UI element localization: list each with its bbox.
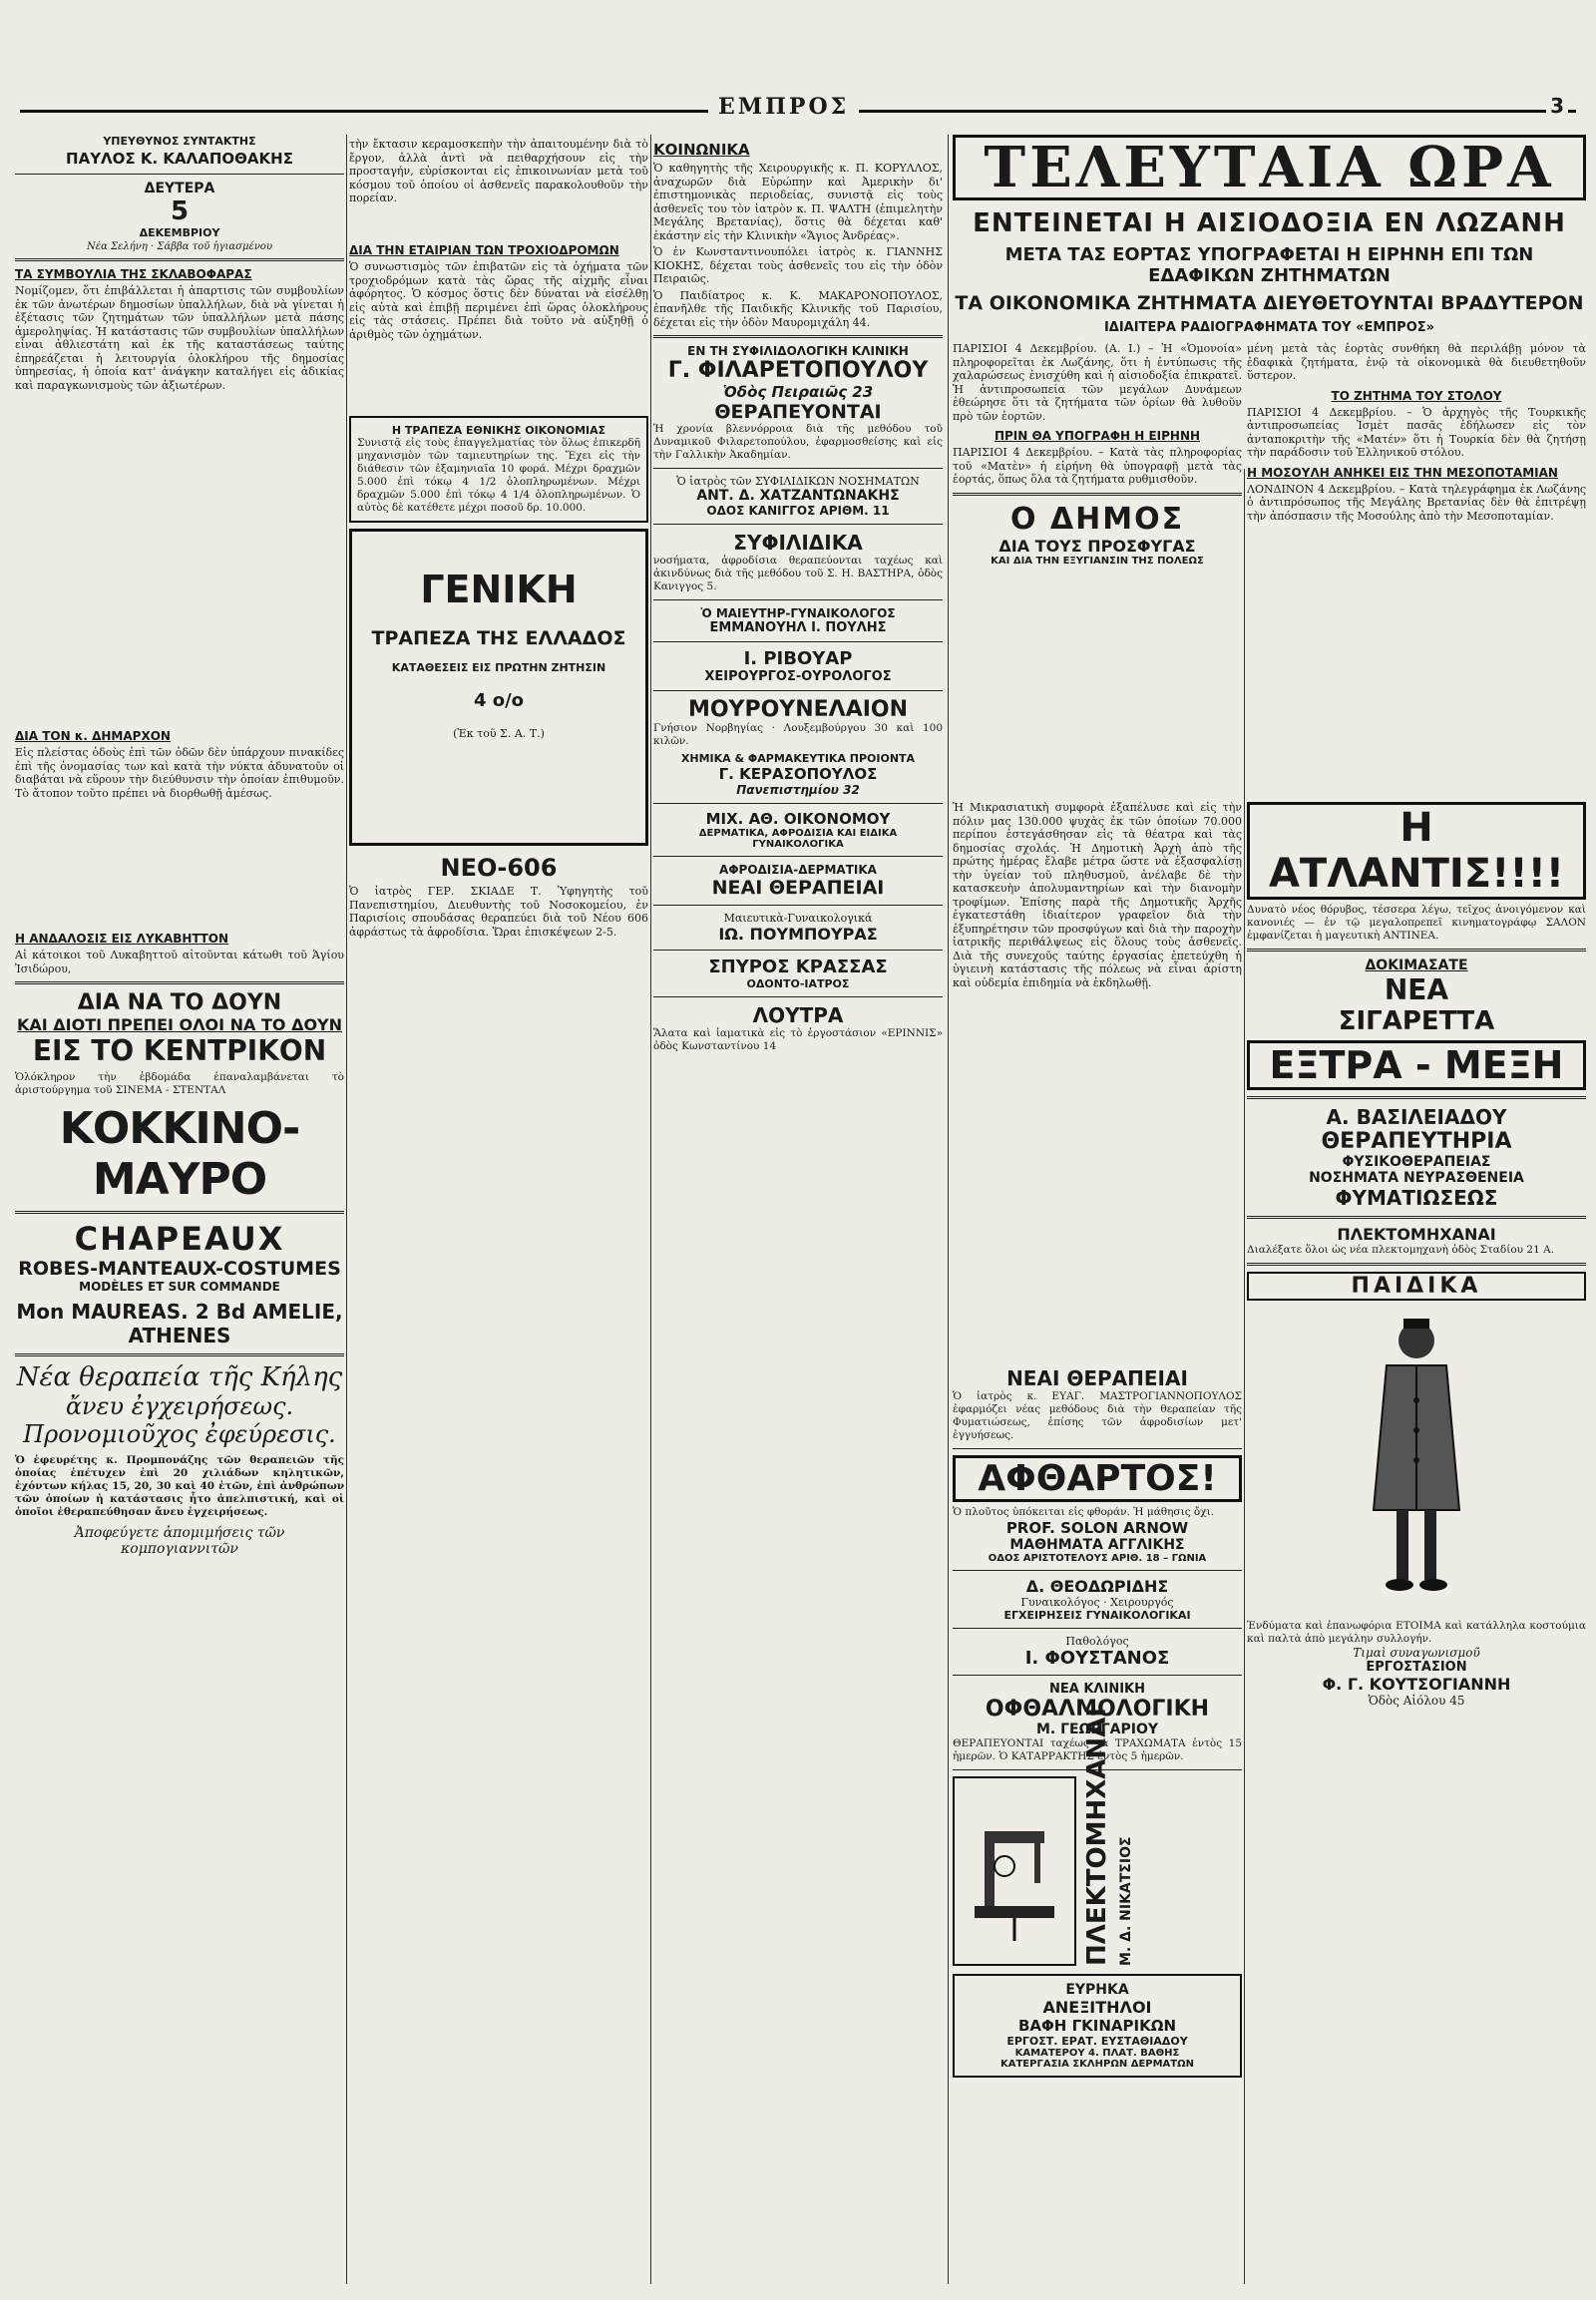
divider — [653, 524, 943, 525]
date-month: ΔΕΚΕΜΒΡΙΟΥ — [139, 226, 220, 239]
ad-text: Ὁ πλοῦτος ὑπόκειται εἰς φθοράν. Ἡ μάθησις ὄχι. — [953, 1506, 1215, 1518]
divider — [953, 1570, 1242, 1571]
ad-line: ROBES-MANTEAUX-COSTUMES — [18, 1258, 341, 1280]
clinic-ad — [653, 344, 943, 462]
ad-line: ΔΟΚΙΜΑΣΑΤΕ — [1365, 958, 1468, 973]
divider — [1247, 1096, 1586, 1099]
divider — [15, 174, 344, 175]
ad-line: ΝΟΣΗΜΑΤΑ ΝΕΥΡΑΣΘΕΝΕΙΑ — [1309, 1170, 1524, 1186]
ad-line: Παθολόγος — [1065, 1635, 1129, 1648]
divider — [653, 690, 943, 691]
ad-text: Ἐνδύματα καὶ ἐπανωφόρια ΕΤΟΙΜΑ καὶ κατάλληλα κοστούμια καὶ παλτὰ ἀπὸ μεγάλην συλλογήν. — [1247, 1620, 1586, 1645]
ad-line: PROF. SOLON ARNOW — [1005, 1519, 1189, 1537]
divider — [953, 1448, 1242, 1449]
divider — [953, 1675, 1242, 1676]
masthead-title: ΕΜΠΡΟΣ — [708, 94, 859, 120]
article-body: ΠΑΡΙΣΙΟΙ 4 Δεκεμβρίου. (Α. Ι.) – Ἡ «Ὁμονοία» πληροφορεῖται ἐκ Λωζάνης, ὅτι ἡ ἐντύπωσις τῆς χαλαρώσεως ἐνισχύθη καὶ ἡ αἰσιοδοξία ἐπικρατεῖ. Ἡ ἀντιπροσωπεία τῶν μεγάλων Δυνάμεων ἐθεώρησε ὅτι τὰ ζητήματα τῶν ὁρίων θὰ λυθοῦν πρὸ τῶν ἑορτῶν. — [953, 342, 1242, 423]
date-number: 5 — [170, 196, 190, 226]
ad-line: ΟΔΟΣ ΚΑΝΙΓΓΟΣ ΑΡΙΘΜ. 11 — [706, 504, 890, 518]
ad-line: ΦΥΜΑΤΙΩΣΕΩΣ — [1335, 1186, 1498, 1210]
ad-text: Γνήσιον Νορβηγίας · Λουξεμβούργου 30 καὶ 100 κιλῶν. — [653, 722, 943, 747]
divider — [653, 905, 943, 906]
hernia-ad — [15, 1362, 344, 1557]
article-heading: ΤΟ ΖΗΤΗΜΑ ΤΟΥ ΣΤΟΛΟΥ — [1331, 388, 1502, 403]
column-2 — [349, 135, 648, 2284]
ad-line: ΑΦΡΟΔΙΣΙΑ-ΔΕΡΜΑΤΙΚΑ — [719, 863, 877, 877]
ad-line: ΚΑΜΑΤΕΡΟΥ 4. ΠΛΑΤ. ΒΑΘΗΣ — [1014, 2048, 1180, 2059]
column-rule — [948, 135, 949, 2284]
boy-in-coat-illustration — [1342, 1311, 1491, 1610]
divider — [1247, 1263, 1586, 1266]
article-body: Νομίζομεν, ὅτι ἐπιβάλλεται ἡ ἀπαρτισις τῶν συμβουλίων ἐκ τῶν ἀνωτέρων δημοσίων ὑπαλλήλων, διὰ νὰ γίνεται ἡ ἐξέτασις τῶν ζητημάτων τῶν ὑπαλλήλων μετὰ πάσης ἀμεροληψίας. Ἡ κατάστασις τῶν συμβουλίων ὑπαλλήλων εἶναι ἀθλιεστάτη καὶ ἐκ τῆς καταστάσεως ταύτης ἐπηρεάζεται ἡ λειτουργία ὁλοκλήρου τῆς δημοσίας ὑπηρεσίας, ἡ ὁποία κατ' ἀνάγκην καταλήγει εἰς ἀδικίας καὶ παραγκωνισμοὺς τῶν ἀξιωτέρων. — [15, 284, 344, 392]
article-paragraph: Ἡ Μικρασιατικὴ συμφορὰ ἐξαπέλυσε καὶ εἰς τὴν πόλιν μας 130.000 ψυχὰς ἐκ τῶν ὁποίων 70.000 περίπου ἐστεγάσθησαν εἰς τὰ θέατρα καὶ τὰς δημοσίας σχολάς. Ἡ Δημοτικὴ Ἀρχὴ ἀπὸ τῆς πρώτης ἡμέρας ἔλαβε μέτρα ὥστε νὰ ἐξασφαλίσῃ τὴν ὑγείαν τοῦ πληθυσμοῦ, ἀνέλαβε δὲ τὴν κατασκευὴν ἀπολυμαντηρίων καὶ τὴν διανομὴν τροφίμων. — [953, 801, 1242, 909]
ad-line: ΠΛΕΚΤΟΜΗΧΑΝΑΙ — [1337, 1225, 1496, 1244]
ad-line: ΜΑΘΗΜΑΤΑ ΑΓΓΛΙΚΗΣ — [1009, 1537, 1185, 1553]
ad-line: ΕΡΓΟΣΤ. ΕΡΑΤ. ΕΥΣΤΑΘΙΑΔΟΥ — [1006, 2035, 1188, 2048]
ad-line: ΜΟΥΡΟΥΝΕΛΑΙΟΝ — [687, 697, 909, 722]
ad-line: ΕΓΧΕΙΡΗΣΕΙΣ ΓΥΝΑΙΚΟΛΟΓΙΚΑΙ — [1003, 1609, 1191, 1622]
divider — [653, 803, 943, 804]
column-4 — [953, 339, 1242, 793]
divider — [15, 258, 344, 261]
article-body: τὴν ἔκτασιν κεραμοσκεπὴν τὴν ἀπαιτουμένην διὰ τὸ ἔργον, ἀλλὰ ἀντὶ νὰ πειθαρχήσουν εἰς τὴν προσταγήν, εὐρίσκονται εἰς ἐπικοινωνίαν μετὰ τοῦ κόσμου τοῦ ὁποίου οἱ ἀσθενεῖς παρακολουθοῦν τὴν πορείαν. — [349, 138, 648, 204]
ad-line: ΝΕΑ ΚΛΙΝΙΚΗ — [1049, 1682, 1145, 1697]
bank-notice — [349, 416, 648, 523]
cigarette-brand: ΕΞΤΡΑ - ΜΕΞΗ — [1247, 1040, 1586, 1090]
ad-line: ΟΔΟΣ ΑΡΙΣΤΟΤΕΛΟΥΣ ΑΡΙΘ. 18 – ΓΩΝΙΑ — [988, 1553, 1207, 1564]
almanac: Νέα Σελήνη · Σάββα τοῦ ἡγιασμένου — [86, 241, 273, 252]
ad-line: Δ. ΘΕΟΔΩΡΙΔΗΣ — [1025, 1577, 1169, 1596]
divider — [653, 335, 943, 338]
article-heading: ΔΙΑ ΤΟΝ κ. ΔΗΜΑΡΧΟΝ — [15, 729, 171, 743]
millinery-ad — [15, 1220, 344, 1347]
ad-line: ΕΜΜΑΝΟΥΗΛ Ι. ΠΟΥΛΗΣ — [709, 620, 887, 635]
divider — [953, 1628, 1242, 1629]
ad-text: Διαλέξατε ὅλοι ὡς νέα πλεκτομηχανὴ ὁδὸς Σταδίου 21 Α. — [1247, 1244, 1555, 1256]
ad-line: ΘΕΡΑΠΕΥΤΗΡΙΑ — [1321, 1129, 1512, 1154]
banner-subheadline: ΤΑ ΟΙΚΟΝΟΜΙΚΑ ΖΗΤΗΜΑΤΑ ΔΙΕΥΘΕΤΟΥΝΤΑΙ ΒΡΑΔΥΤΕΡΟΝ — [955, 292, 1584, 314]
divider — [1247, 1216, 1586, 1219]
ad-line: ΧΕΙΡΟΥΡΓΟΣ-ΟΥΡΟΛΟΓΟΣ — [704, 669, 892, 684]
ad-line: ΦΥΣΙΚΟΘΕΡΑΠΕΙΑΣ — [1342, 1154, 1491, 1170]
article-body: ΠΑΡΙΣΙΟΙ 4 Δεκεμβρίου. – Κατὰ τὰς πληροφορίας τοῦ «Ματὲν» ἡ εἰρήνη θὰ ὑπογραφῇ μετὰ τὰς ἑορτάς, ὅπως ὅλα τὰ ζητήματα ρυθμισθοῦν. — [953, 446, 1242, 486]
ad-text: ΘΕΡΑΠΕΥΟΝΤΑΙ ταχέως τὰ ΤΡΑΧΩΜΑΤΑ ἐντὸς 15 ἡμερῶν. Ὁ ΚΑΤΑΡΡΑΚΤΗΣ ἐντὸς 5 ἡμερῶν. — [953, 1737, 1242, 1762]
ad-line: ΕΡΓΟΣΤΑΣΙΟΝ — [1366, 1660, 1467, 1675]
ad-line: ΝΕΑΙ ΘΕΡΑΠΕΙΑΙ — [1006, 1366, 1188, 1390]
ad-heading: ΝΕΟ-606 — [440, 854, 558, 882]
divider — [653, 599, 943, 600]
ad-text: Ὁ ἰατρὸς ΓΕΡ. ΣΚΙΑΔΕ Τ. Ὑφηγητὴς τοῦ Πανεπιστημίου, Διευθυντὴς τοῦ Νοσοκομείου, ἐν Παρισίοις σπουδάσας θεραπεύει διὰ τοῦ Νέου 606 ἀφράστως τὰ ἀφροδίσια. Ὥραι ἐπισκέψεων 2-5. — [349, 885, 648, 939]
article-body: Ὁ Παιδίατρος κ. Κ. ΜΑΚΑΡΟΝΟΠΟΥΛΟΣ, ἐπανῆλθε τῆς Παιδικῆς Κλινικῆς τοῦ Παρισίου, δέχεται εἰς τὴν ὁδὸν Μαυρομιχάλη 44. — [653, 288, 943, 329]
editor-label: ΥΠΕΥΘΥΝΟΣ ΣΥΝΤΑΚΤΗΣ — [103, 135, 256, 148]
article-heading: Η ΑΝΔΑΛΟΣΙΣ ΕΙΣ ΛΥΚΑΒΗΤΤΟΝ — [15, 932, 229, 946]
column-1 — [15, 135, 344, 2284]
ad-line: ΝΕΑ — [1384, 973, 1449, 1006]
bank-ad — [349, 529, 648, 846]
article-headline: ΔΙΑ ΤΟΥΣ ΠΡΟΣΦΥΓΑΣ — [998, 536, 1196, 556]
ad-line: ΓΕΝΙΚΗ — [420, 568, 578, 611]
ad-line: ΕΝ ΤΗ ΣΥΦΙΛΙΔΟΛΟΓΙΚΗ ΚΛΙΝΙΚΗ — [687, 344, 909, 358]
editor-name: ΠΑΥΛΟΣ Κ. ΚΑΛΑΠΟΘΑΚΗΣ — [66, 150, 293, 168]
divider — [653, 856, 943, 857]
ad-line: Ὁ ἰατρὸς τῶν ΣΥΦΙΛΙΔΙΚΩΝ ΝΟΣΗΜΑΤΩΝ — [676, 475, 920, 488]
article-body — [953, 801, 1242, 1359]
ad-line: ΑΝΕΞΙΤΗΛΟΙ — [1042, 1998, 1152, 2017]
ad-line: ΚΑΤΑΘΕΣΕΙΣ ΕΙΣ ΠΡΩΤΗΝ ΖΗΤΗΣΙΝ — [391, 661, 606, 674]
ad-vertical-name: Μ. Δ. ΝΙΚΑΤΣΙΟΣ — [1118, 1836, 1134, 1966]
cinema-ad — [15, 990, 344, 1205]
ad-line: MODÈLES ET SUR COMMANDE — [79, 1280, 280, 1294]
ad-line: Πανεπιστημίου 32 — [736, 783, 860, 797]
ad-line: ΕΥΡΗΚΑ — [1065, 1982, 1129, 1998]
ad-line: ΣΙΓΑΡΕΤΤΑ — [1338, 1006, 1495, 1036]
ad-line: ΔΕΡΜΑΤΙΚΑ, ΑΦΡΟΔΙΣΙΑ ΚΑΙ ΕΙΔΙΚΑ ΓΥΝΑΙΚΟΛΟΓΙΚΑ — [698, 828, 898, 850]
article-body: Εἰς πλείστας ὁδοὺς ἐπὶ τῶν ὁδῶν δὲν ὑπάρχουν πινακίδες ἐπὶ τῆς ὀνομασίας των καὶ κατὰ τὴν νύκτα ἀδυνατοῦν οἱ διαβάται νὰ εὕρουν τὴν διεύθυνσιν τὴν ὁποίαν ἐπιθυμοῦν. Τὸ ἄτοπον τοῦτο πρέπει νὰ διορθωθῇ ἀμέσως. — [15, 746, 344, 800]
article-heading: ΔΙΑ ΤΗΝ ΕΤΑΙΡΙΑΝ ΤΩΝ ΤΡΟΧΙΟΔΡΟΜΩΝ — [349, 243, 619, 257]
divider — [653, 641, 943, 642]
ad-line: ΟΦΘΑΛΜΟΛΟΓΙΚΗ — [985, 1697, 1210, 1722]
ad-line: Γ. ΚΕΡΑΣΟΠΟΥΛΟΣ — [718, 765, 878, 783]
divider — [1247, 949, 1586, 952]
banner-subheadline: ΜΕΤΑ ΤΑΣ ΕΟΡΤΑΣ ΥΠΟΓΡΑΦΕΤΑΙ Η ΕΙΡΗΝΗ ΕΠΙ ΤΩΝ ΕΔΑΦΙΚΩΝ ΖΗΤΗΜΑΤΩΝ — [1004, 244, 1534, 286]
article-headline: Ο ΔΗΜΟΣ — [1009, 501, 1185, 537]
ad-line: CHAPEAUX — [74, 1220, 285, 1258]
column-4-ads — [953, 1366, 1242, 2284]
ad-heading: ΣΥΦΙΛΙΔΙΚΑ — [733, 531, 863, 555]
ad-line: ἄνευ ἐγχειρήσεως. — [65, 1392, 294, 1420]
ad-line: Ὁ ΜΑΙΕΥΤΗΡ-ΓΥΝΑΙΚΟΛΟΓΟΣ — [700, 606, 896, 620]
article-paragraph: Διὰ τῆς συνεχοῦς ταύτης ἐργασίας ἐπετεύχθη ἡ ὑγιεινὴ κατάστασις τῆς πόλεως νὰ εἶναι ἀρίστη καὶ οὐδεμία ἐπιδημία νὰ ἐκδηλωθῇ. — [953, 949, 1242, 989]
ad-line: ΤΡΑΠΕΖΑ ΤΗΣ ΕΛΛΑΔΟΣ — [371, 627, 626, 649]
divider — [653, 996, 943, 997]
ad-line: ΔΙΑ ΝΑ ΤΟ ΔΟΥΝ — [77, 990, 282, 1015]
ad-line: Φ. Γ. ΚΟΥΤΣΟΓΙΑΝΝΗ — [1322, 1675, 1511, 1694]
article-paragraph: Ἐπίσης παρὰ τῆς Δημοτικῆς Ἀρχῆς ἐγκατεστάθη ἰδιαίτερον γραφεῖον διὰ τὴν ἐξυπηρέτησιν τῶν προσφύγων καὶ διὰ τὴν παροχὴν ἰατρικῆς περιθάλψεως εἰς ὅλους τοὺς ἀσθενεῖς. — [953, 895, 1242, 949]
section-heading: ΚΟΙΝΩΝΙΚΑ — [653, 141, 750, 159]
sewing-machine-illustration — [953, 1776, 1076, 1966]
ad-line: ΛΟΥΤΡΑ — [752, 1003, 844, 1027]
ad-line: ΜΙΧ. ΑΘ. ΟΙΚΟΝΟΜΟΥ — [705, 810, 891, 828]
article-body: Αἱ κάτοικοι τοῦ Λυκαβηττοῦ αἰτοῦνται κάτωθι τοῦ Ἁγίου Ἰσιδώρου, — [15, 949, 344, 975]
ad-line: 4 ο/ο — [473, 690, 525, 711]
banner-title: ΤΕΛΕΥΤΑΙΑ ΩΡΑ — [953, 135, 1586, 200]
ad-line: Mon MAUREAS. 2 Bd AMELIE, ATHENES — [16, 1300, 343, 1347]
column-rule — [650, 135, 651, 2284]
ad-line: ΚΑΙ ΔΙΟΤΙ ΠΡΕΠΕΙ ΟΛΟΙ ΝΑ ΤΟ ΔΟΥΝ — [16, 1015, 343, 1034]
divider — [653, 468, 943, 469]
ad-line: Ὁδὸς Πειραιῶς 23 — [722, 383, 874, 401]
divider — [15, 1353, 344, 1356]
ad-line: Νέα θεραπεία τῆς Κήλης — [16, 1362, 343, 1392]
column-3 — [653, 135, 943, 2284]
ad-text: Ἅλατα καὶ ἰαματικὰ εἰς τὸ ἐργοστάσιον «ΕΡΙΝΝΙΣ» ὁδὸς Κωνσταντίνου 14 — [653, 1027, 943, 1052]
article-body: μένη μετὰ τὰς ἑορτὰς συνθήκη θὰ περιλάβῃ μόνον τὰ ἐδαφικὰ ζητήματα, ἐνῷ τὰ οἰκονομικὰ θὰ διευθετηθοῦν ὕστερον. — [1247, 342, 1586, 382]
article-body: ΠΑΡΙΣΙΟΙ 4 Δεκεμβρίου. – Ὁ ἀρχηγὸς τῆς Τουρκικῆς ἀντιπροσωπείας Ἰσμὲτ πασᾶς ἐδήλωσεν εἰς τὸν ἀνταποκριτὴν τῆς «Ματέν» ὅτι ἡ Τουρκία δὲν θὰ ζητήσῃ τὴν παράδοσιν τοῦ Ἑλληνικοῦ στόλου. — [1247, 405, 1586, 459]
notice-text: Συνιστᾷ εἰς τοὺς ἐπαγγελματίας τὸν ὅλως ἐπικερδῆ μηχανισμὸν τῶν ταμιευτηρίων της. Ἔχει εἰς τὴν διάθεσιν τῶν ἐξαμηνιαῖα 10 φορά. Μέχρι δραχμῶν 5.000 ἐπὶ τόκῳ 4 1/2 ὁλοπληρωμένων. Μέχρι δραχμῶν 5.000 ἐπὶ τόκῳ 4 1/4 ὁλοπληρωμένων. Ὁ αὐτὸς δὲ κατέθετε μέχρι ποσοῦ δρ. 10.000. — [357, 437, 640, 514]
ad-text: Ὁ ἐφευρέτης κ. Προμπονάζης τῶν θεραπειῶν τῆς ὁποίας ἐπέτυχεν ἐπὶ 20 χιλιάδων κηλητικῶν, ἐχόντων κήλας 15, 20, 30 καὶ 40 ἐτῶν, ἐπὶ ἀνθρώπων τῶν ὁποίων ἡ κατάστασις ἦτο ἀπελπιστική, καὶ οἱ ὁποῖοι ἐθεραπεύθησαν ἄνευ ἐγχειρήσεως. — [15, 1454, 344, 1518]
machine-icon — [965, 1796, 1064, 1946]
ad-line: (Ἐκ τοῦ Σ. Α. Τ.) — [453, 727, 545, 740]
dye-ad — [953, 1974, 1242, 2078]
column-5-lower — [1247, 798, 1586, 2284]
ad-footer: Ἀποφεύγετε ἀπομιμήσεις τῶν κομπογιαννιτῶν — [74, 1525, 285, 1557]
article-heading: Η ΜΟΣΟΥΛΗ ΑΝΗΚΕΙ ΕΙΣ ΤΗΝ ΜΕΣΟΠΟΤΑΜΙΑΝ — [1247, 465, 1558, 480]
ad-line: ΘΕΡΑΠΕΥΟΝΤΑΙ — [714, 401, 882, 423]
ad-line: Μ. ΓΕΩΡΓΑΡΙΟΥ — [1035, 1722, 1159, 1737]
ad-line: ΑΝΤ. Δ. ΧΑΤΖΑΝΤΩΝΑΚΗΣ — [696, 488, 900, 504]
article-body: Ὁ συνωστισμὸς τῶν ἐπιβατῶν εἰς τὰ ὀχήματα τῶν τροχιοδρόμων κατὰ τὰς ὥρας τῆς αἰχμῆς εἶναι ἀφόρητος. Ὁ κόσμος ὅστις δὲν δύναται νὰ εἰσέλθῃ εἰς αὐτὰ καὶ ἐπιβῇ περιμένει ἐπὶ ὥρας ὁλοκλήρους εἰς τὰς στάσεις. Πρέπει διὰ τοῦτο νὰ αὐξηθῇ ὁ ἀριθμὸς τῶν ὀχημάτων. — [349, 260, 648, 341]
article-body: Ὁ ἐν Κωνσταντινουπόλει ἰατρὸς κ. ΓΙΑΝΝΗΣ ΚΙΟΚΗΣ, δέχεται τοὺς ἀσθενεῖς του εἰς τὴν ὁδὸν Πειραιῶς. — [653, 245, 943, 285]
ad-line: Τιμαὶ συναγωνισμοῦ — [1353, 1646, 1480, 1660]
column-5 — [1247, 339, 1586, 793]
ad-line: ΝΕΑΙ ΘΕΡΑΠΕΙΑΙ — [711, 877, 885, 899]
doctor-ad — [653, 475, 943, 518]
article-body: ΛΟΝΔΙΝΟΝ 4 Δεκεμβρίου. – Κατὰ τηλεγράφημα ἐκ Λωζάνης ὁ ἀντιπρόσωπος τῆς Μεγάλης Βρετανίας δὲν θὰ ἐπιτρέψῃ τὴν ἀπόσπασιν τῆς Μοσούλης ἀπὸ τὴν Μεσοποταμίαν. — [1247, 482, 1586, 523]
date-day: ΔΕΥΤΕΡΑ — [144, 181, 215, 196]
ad-line: Ὁδὸς Αἰόλου 45 — [1368, 1694, 1465, 1708]
ad-line: Προνομιοῦχος ἐφεύρεσις. — [23, 1420, 336, 1448]
ad-headline: ΑΦΘΑΡΤΟΣ! — [953, 1455, 1242, 1502]
breaking-news-banner — [953, 135, 1586, 335]
divider — [953, 493, 1242, 496]
banner-credit: ΙΔΙΑΙΤΕΡΑ ΡΑΔΙΟΓΡΑΦΗΜΑΤΑ ΤΟΥ «ΕΜΠΡΟΣ» — [1103, 320, 1435, 335]
ad-text: Ἡ χρονία βλεννόρροια διὰ τῆς μεθόδου τοῦ Δυναμικοῦ Φιλαρετοπούλου, ἐφαρμοσθείσης καὶ εἰς τὴν Γαλλικὴν Ἀκαδημίαν. — [653, 423, 943, 461]
article-heading: ΤΑ ΣΥΜΒΟΥΛΙΑ ΤΗΣ ΣΚΛΑΒΟΦΑΡΑΣ — [15, 267, 252, 281]
divider — [653, 950, 943, 951]
masthead — [20, 94, 1576, 120]
column-rule — [346, 135, 347, 2284]
ad-line: ΒΑΦΗ ΓΚΙΝΑΡΙΚΩΝ — [1018, 2017, 1176, 2035]
ad-line: Ι. ΡΙΒΟΥΑΡ — [743, 648, 853, 669]
boy-figure-icon — [1342, 1311, 1491, 1610]
cinema-ad-title: Η ΑΤΛΑΝΤΙΣ!!!! — [1247, 802, 1586, 900]
film-title: ΚΟΚΚΙΝΟ-ΜΑΥΡΟ — [59, 1103, 300, 1205]
banner-headline: ΕΝΤΕΙΝΕΤΑΙ Η ΑΙΣΙΟΔΟΞΙΑ ΕΝ ΛΩΖΑΝΗ — [973, 208, 1566, 238]
ad-line: Ι. ΦΟΥΣΤΑΝΟΣ — [1024, 1648, 1170, 1669]
ad-text: Ὁλόκληρον τὴν ἑβδομάδα ἐπαναλαμβάνεται τὸ ἀριστούργημα τοῦ ΣΙΝΕΜΑ - ΣΤΕΝΤΑΛ — [15, 1071, 344, 1096]
ad-vertical-title: ΠΛΕΚΤΟΜΗΧΑΝΑΙ — [1082, 1708, 1112, 1966]
ad-line: Μαιευτικὰ-Γυναικολογικά — [723, 912, 873, 925]
notice-title: Η ΤΡΑΠΕΖΑ ΕΘΝΙΚΗΣ ΟΙΚΟΝΟΜΙΑΣ — [391, 424, 606, 437]
ad-line: ΙΩ. ΠΟΥΜΠΟΥΡΑΣ — [718, 925, 878, 944]
ad-line: ΠΑΙΔΙΚΑ — [1247, 1272, 1586, 1301]
article-headline: ΚΑΙ ΔΙΑ ΤΗΝ ΕΞΥΓΙΑΝΣΙΝ ΤΗΣ ΠΟΛΕΩΣ — [991, 555, 1204, 567]
divider — [15, 981, 344, 984]
ad-text: Δυνατὸ νέος θόρυβος, τέσσερα λέγω, τεῖχος ἀνοιγόμενον καὶ κανονιές — ἐν τῷ μεγαλοπρεπεῖ κινηματογράφῳ ΣΑΛΟΝ ἐμφανίζεται ἡ μαγευτικὴ ΑΝΤΙΝΕΑ. — [1247, 904, 1586, 942]
ad-line: Α. ΒΑΣΙΛΕΙΑΔΟΥ — [1326, 1105, 1507, 1129]
ad-line: ΕΙΣ ΤΟ ΚΕΝΤΡΙΚΟΝ — [32, 1034, 327, 1067]
column-rule — [1244, 469, 1245, 2284]
ad-line: Γ. ΦΙΛΑΡΕΤΟΠΟΥΛΟΥ — [667, 358, 929, 383]
ad-text: νοσήματα, ἀφροδίσια θεραπεύονται ταχέως καὶ ἀκινδύνως διὰ τῆς μεθόδου τοῦ Σ. Η. ΒΑΣΤΗΡΑ, ὁδὸς Κανιγγος 5. — [653, 555, 943, 592]
ad-text: Ὁ ἰατρὸς κ. ΕΥΑΓ. ΜΑΣΤΡΟΓΙΑΝΝΟΠΟΥΛΟΣ ἐφαρμόζει νέας μεθόδους διὰ τὴν θεραπείαν τῆς Φυματιώσεως, ἐπίσης τῶν ἀφροδισίων μετ' ἐγγυήσεως. — [953, 1390, 1242, 1441]
ad-line: ΟΔΟΝΤΟ-ΙΑΤΡΟΣ — [746, 977, 850, 990]
ad-line: ΣΠΥΡΟΣ ΚΡΑΣΣΑΣ — [708, 957, 888, 977]
ad-line: Γυναικολόγος · Χειρουργός — [1020, 1596, 1174, 1609]
ad-line: ΚΑΤΕΡΓΑΣΙΑ ΣΚΛΗΡΩΝ ΔΕΡΜΑΤΩΝ — [999, 2059, 1194, 2070]
ad-line: ΧΗΜΙΚΑ & ΦΑΡΜΑΚΕΥΤΙΚΑ ΠΡΟΙΟΝΤΑ — [680, 752, 916, 765]
divider — [15, 1211, 344, 1214]
article-heading: ΠΡΙΝ ΘΑ ΥΠΟΓΡΑΦΗ Η ΕΙΡΗΝΗ — [994, 429, 1201, 443]
page-number: 3 — [1546, 94, 1568, 118]
article-body: Ὁ καθηγητὴς τῆς Χειρουργικῆς κ. Π. ΚΟΡΥΛΛΟΣ, ἀναχωρῶν διὰ Εὐρώπην καὶ Ἀμερικὴν δι' ἐπιστημονικὰς περιοδείας, συνιστᾷ εἰς τοὺς ἀσθενεῖς του τὸν ἰατρὸν κ. Π. ΨΑΛΤΗ (ἐπιμελητὴν Μεγάλης Βρετανίας), ὅστις θὰ δέχεται καθ' ἑκάστην εἰς τὴν Κλινικὴν «Ἅγιος Ἀνδρέας». — [653, 162, 943, 242]
